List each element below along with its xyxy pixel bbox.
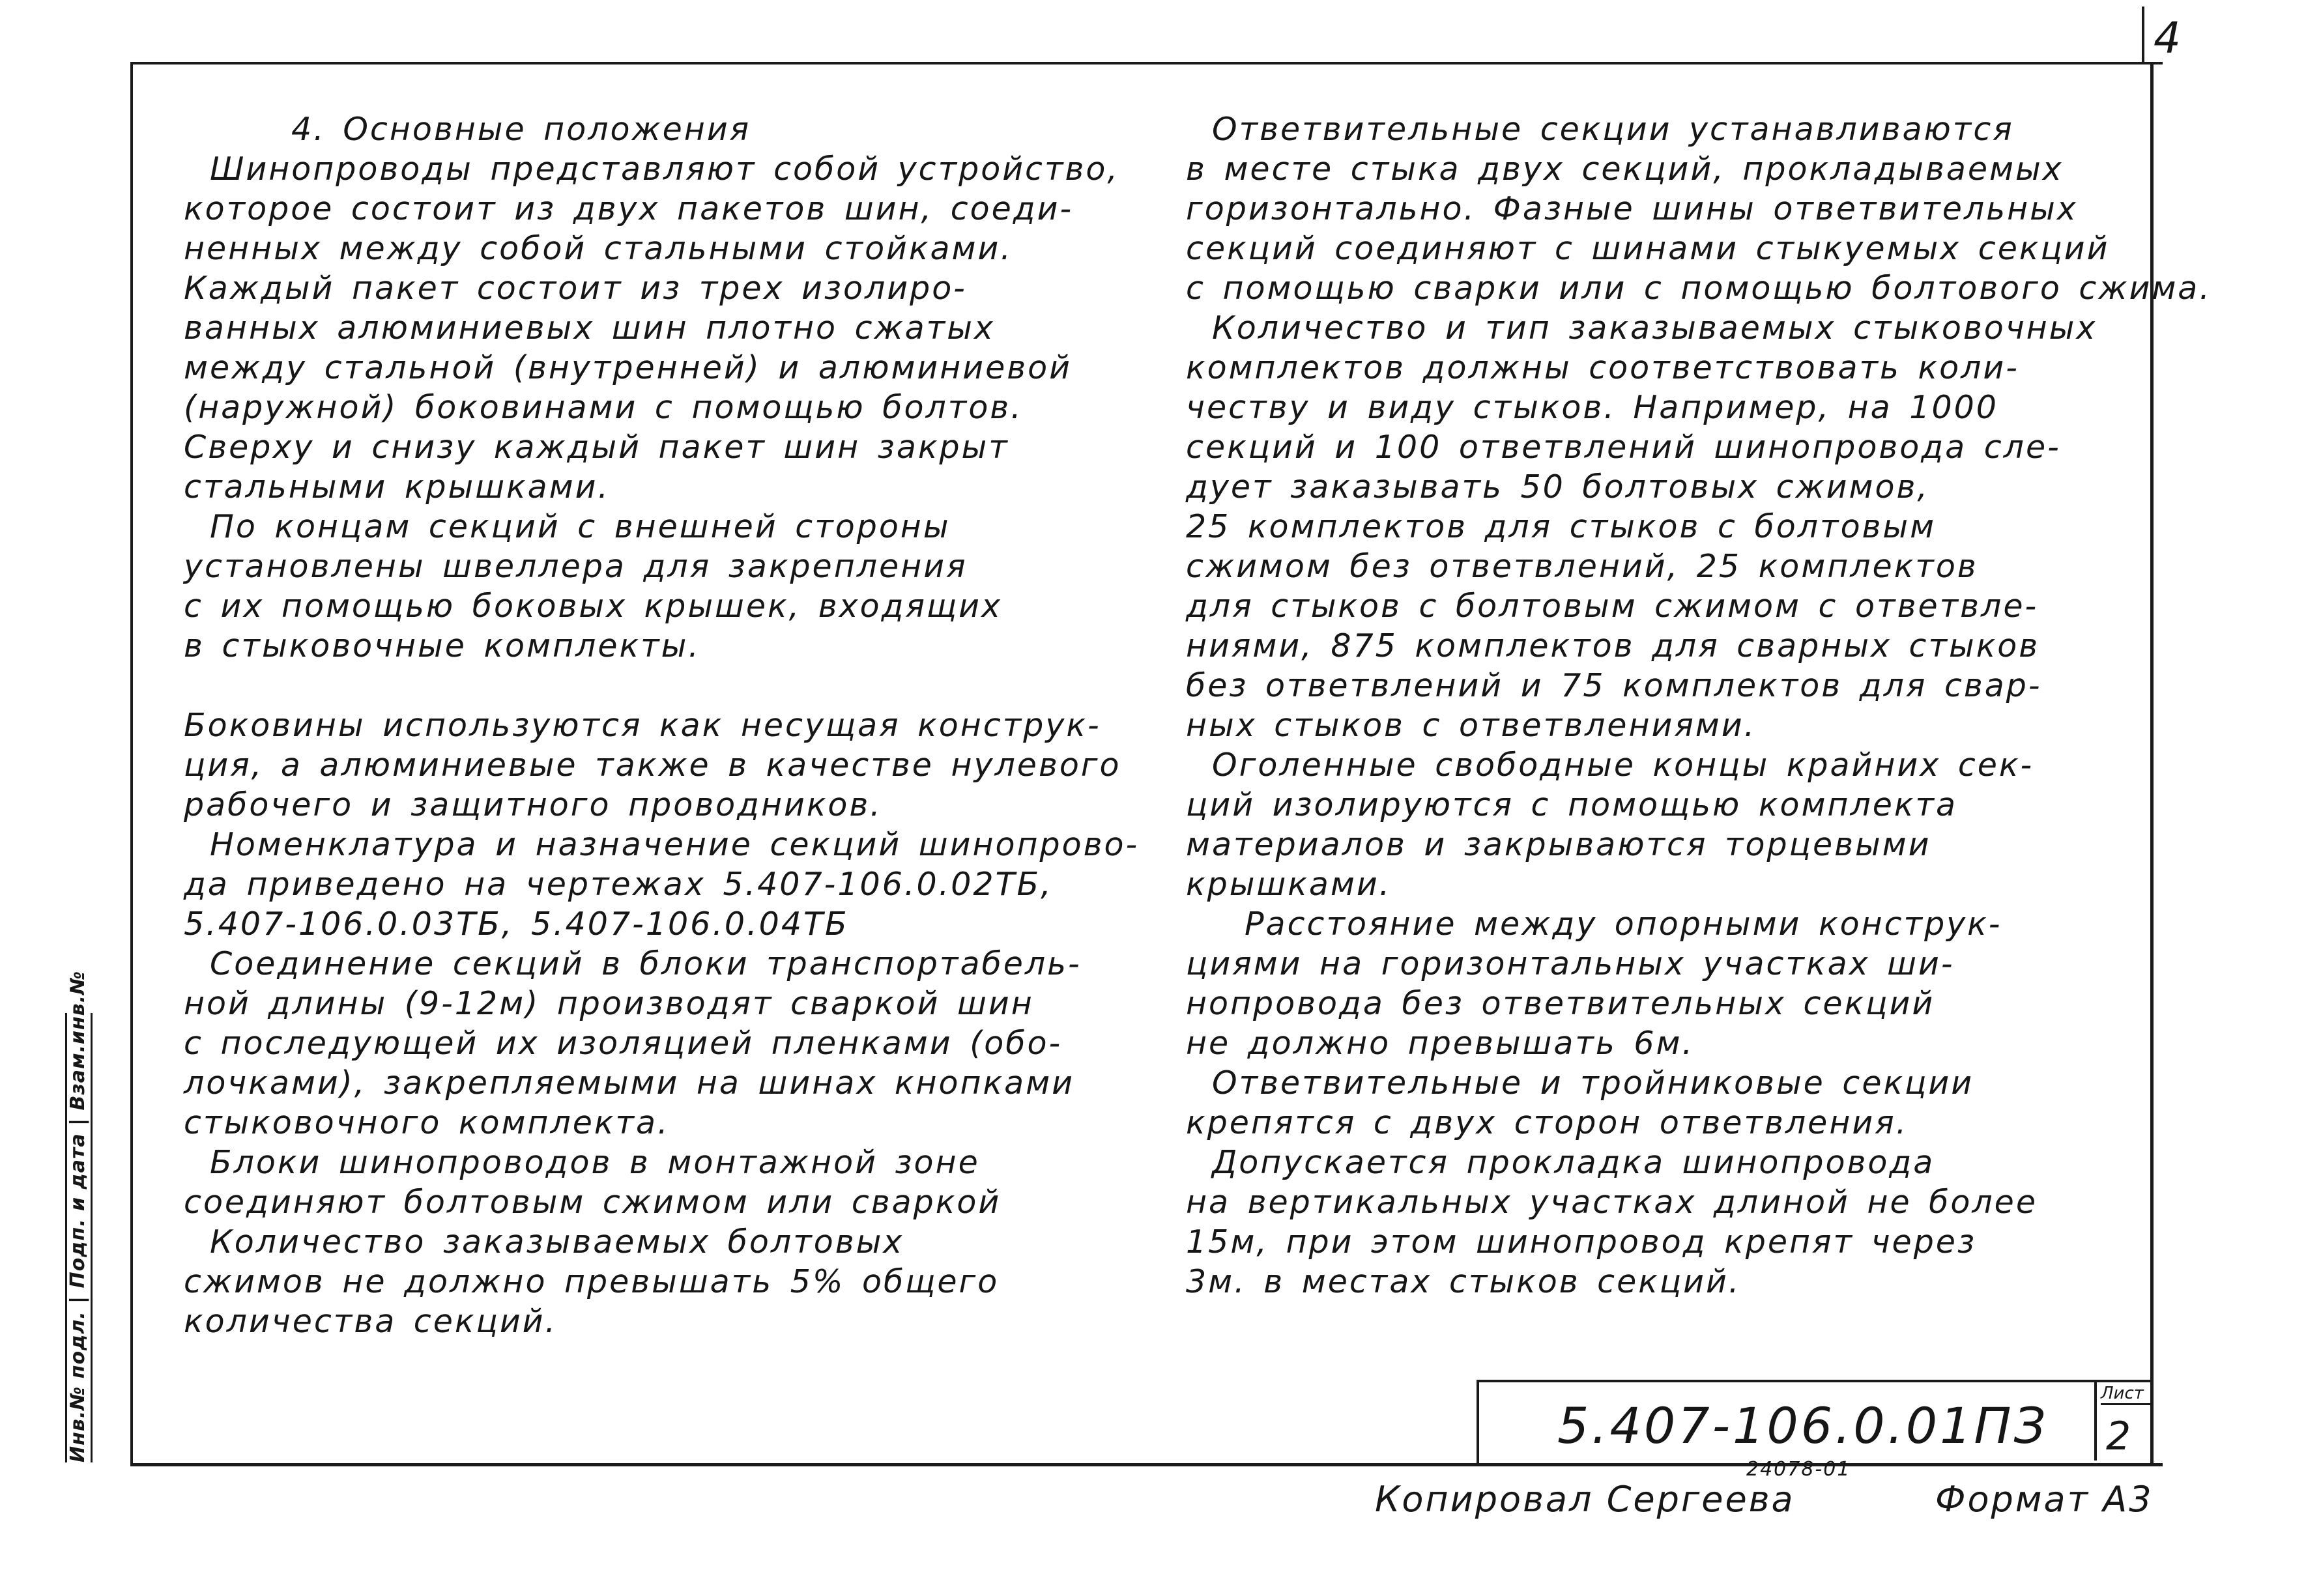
text-line: циями на горизонтальных участках ши- xyxy=(1186,945,1955,982)
text-line: стальными крышками. xyxy=(184,468,611,506)
text-line: установлены швеллера для закрепления xyxy=(184,548,968,585)
text-line: секций и 100 ответвлений шинопровода сле- xyxy=(1186,429,2061,466)
text-line: Допускается прокладка шинопровода xyxy=(1212,1144,1935,1181)
text-line: Количество и тип заказываемых стыковочных xyxy=(1212,309,2097,347)
text-line: на вертикальных участках длиной не более xyxy=(1186,1184,2038,1221)
text-line: 3м. в местах стыков секций. xyxy=(1186,1263,1741,1300)
sheet-label: Лист xyxy=(2101,1384,2150,1405)
text-line: стыковочного комплекта. xyxy=(184,1104,670,1141)
text-line: ванных алюминиевых шин плотно сжатых xyxy=(184,309,995,347)
document-code: 5.407-106.0.01ПЗ xyxy=(1557,1397,2049,1455)
text-line: По концам секций с внешней стороны xyxy=(210,508,951,545)
text-line: крышками. xyxy=(1186,866,1392,903)
text-line: да приведено на чертежах 5.407-106.0.02ТБ, xyxy=(184,866,1053,903)
text-line: между стальной (внутренней) и алюминиевой xyxy=(184,349,1072,386)
text-line: Номенклатура и назначение секций шинопрово- xyxy=(210,826,1140,863)
text-line: ций изолируются с помощью комплекта xyxy=(1186,786,1958,823)
text-line: не должно превышать 6м. xyxy=(1186,1025,1695,1062)
text-line: нопровода без ответвительных секций xyxy=(1186,985,1935,1022)
text-line: материалов и закрываются торцевыми xyxy=(1186,826,1931,863)
text-line: Боковины используются как несущая конструк- xyxy=(184,707,1101,744)
text-line: горизонтально. Фазные шины ответвительных xyxy=(1186,190,2078,227)
text-line: секций соединяют с шинами стыкуемых секций xyxy=(1186,230,2110,267)
text-line: дует заказывать 50 болтовых сжимов, xyxy=(1186,468,1929,506)
text-line: для стыков с болтовым сжимом с ответвле- xyxy=(1186,588,2039,625)
text-line: Сверху и снизу каждый пакет шин закрыт xyxy=(184,429,1009,466)
text-line: в месте стыка двух секций, прокладываемых xyxy=(1186,150,2064,188)
text-line: рабочего и защитного проводников. xyxy=(184,786,882,823)
text-line: с последующей их изоляцией пленками (обо- xyxy=(184,1025,1063,1062)
text-line: ниями, 875 комплектов для сварных стыков xyxy=(1186,627,2040,664)
side-stamp-strip xyxy=(65,970,93,1462)
text-line: количества секций. xyxy=(184,1303,558,1340)
paper-format: Формат А3 xyxy=(1935,1479,2154,1520)
text-line: которое состоит из двух пакетов шин, соеди- xyxy=(184,190,1074,227)
paragraph-gap xyxy=(184,666,1139,705)
text-line: 25 комплектов для стыков с болтовым xyxy=(1186,508,1937,545)
text-line: ненных между собой стальными стойками. xyxy=(184,230,1013,267)
text-line: Блоки шинопроводов в монтажной зоне xyxy=(210,1144,980,1181)
text-line: с их помощью боковых крышек, входящих xyxy=(184,588,1002,625)
text-line: Расстояние между опорными конструк- xyxy=(1245,905,2002,943)
text-line: ной длины (9-12м) производят сваркой шин xyxy=(184,985,1034,1022)
inventory-number: 24078-01 xyxy=(1746,1458,1851,1481)
text-line: 15м, при этом шинопровод крепят через xyxy=(1186,1223,1976,1261)
text-line: крепятся с двух сторон ответвления. xyxy=(1186,1104,1909,1141)
text-line: ция, а алюминиевые также в качестве нулевого xyxy=(184,747,1121,784)
text-line: без ответвлений и 75 комплектов для свар- xyxy=(1186,667,2042,704)
text-line: Шинопроводы представляют собой устройство, xyxy=(210,150,1119,188)
sheet-box xyxy=(2094,1382,2153,1461)
text-line: комплектов должны соответствовать коли- xyxy=(1186,349,2019,386)
sheet-number: 2 xyxy=(2106,1414,2131,1459)
text-line: сжимом без ответвлений, 25 комплектов xyxy=(1186,548,1978,585)
corner-divider xyxy=(2142,7,2144,64)
text-line: ных стыков с ответвлениями. xyxy=(1186,707,1757,744)
title-block xyxy=(1477,1380,2153,1463)
text-line: 5.407-106.0.03ТБ, 5.407-106.0.04ТБ xyxy=(184,905,849,943)
text-line: честву и виду стыков. Например, на 1000 xyxy=(1186,389,1998,426)
text-line: лочками), закрепляемыми на шинах кнопками xyxy=(184,1064,1074,1102)
text-line: Ответвительные секции устанавливаются xyxy=(1212,111,2014,148)
text-line: Ответвительные и тройниковые секции xyxy=(1212,1064,1974,1102)
text-line: в стыковочные комплекты. xyxy=(184,627,700,664)
corner-sheet-number: 4 xyxy=(2154,13,2181,63)
text-line: Каждый пакет состоит из трех изолиро- xyxy=(184,270,967,307)
section-heading: 4. Основные положения xyxy=(291,111,751,148)
text-line: сжимов не должно превышать 5% общего xyxy=(184,1263,1000,1300)
text-line: соединяют болтовым сжимом или сваркой xyxy=(184,1184,1002,1221)
copied-by: Копировал Сергеева xyxy=(1375,1479,1795,1520)
text-line: (наружной) боковинами с помощью болтов. xyxy=(184,389,1023,426)
right-text-column xyxy=(1186,109,2212,1302)
text-line: с помощью сварки или с помощью болтового сжима. xyxy=(1186,270,2212,307)
side-stamp-text: Инв.№ подл. | Подп. и дата | Взам.инв.№ xyxy=(66,970,89,1462)
text-line: Оголенные свободные концы крайних сек- xyxy=(1212,747,2034,784)
text-line: Количество заказываемых болтовых xyxy=(210,1223,904,1261)
left-text-column xyxy=(184,109,1139,1341)
text-line: Соединение секций в блоки транспортабель- xyxy=(210,945,1082,982)
